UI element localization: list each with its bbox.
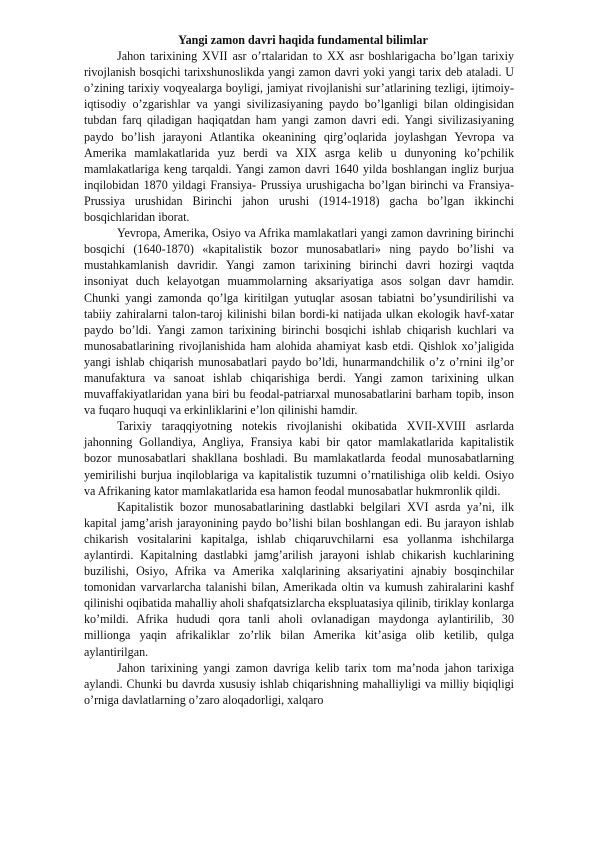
- paragraph-1: Jahon tarixining XVII asr o’rtalaridan to XX asr boshlarigacha bo’lgan tarixiy rivojlanish bosqichi tarixshunoslikda yangi zamon davri yoki yangi tarix deb ataladi. U o’zining tarixiy voqyealarga boyligi, jamiyat rivojlanishi sur’atlarining tezligi, ijtimoiy-iqtisodiy o’zgarishlar va yangi sivilizasiyaning paydo bo’lganligi bilan oldingisidan tubdan farq qiladigan haqiqatdan ham yangi zamon davri edi. Yangi sivilizasiyaning paydo bo’lish jarayoni Atlantika okeanining qirg’oqlarida joylashgan Yevropa va Amerika mamlakatlarida yuz berdi va XIX asrga kelib u dunyoning ko’pchilik mamlakatlariga keng tarqaldi. Yangi zamon davri 1640 yilda boshlangan ingliz burjua inqilobidan 1870 yildagi Fransiya- Prussiya urushigacha bo’lgan birinchi va Fransiya-Prussiya urushidan Birinchi jahon urushi (1914-1918) gacha bo’lgan ikkinchi bosqichlaridan iborat.: [84, 49, 514, 225]
- paragraph-4: Kapitalistik bozor munosabatlarining dastlabki belgilari XVI asrda ya’ni, ilk kapital jamg’arish jarayonining paydo bo’lishi bilan boshlangan edi. Bu jarayon ishlab chikarish vositalarini kapitalga, ishlab chiqaruvchilarni esa yollanma ishchilarga aylantirdi. Kapitalning dastlabki jamg’arilish jarayoni ishlab chikarish kuchlarining buzilishi, Osiyo, Afrika va Amerika xalqlarining aksariyatini ajnabiy bosqinchilar tomonidan varvarlarcha talanishi bilan, Amerikada oltin va kumush zahiralarini kashf qilinishi oqibatida mahalliy aholi shafqatsizlarcha ekspluatasiya qilinib, tiriklay konlarga ko’mildi. Afrika hududi qora tanli aholi ovlanadigan maydonga aylantirilib, 30 millionga yaqin afrikaliklar zo’rlik bilan Amerika kit’asiga olib ketilib, qulga aylantirilgan.: [84, 499, 515, 659]
- document-page: [84, 32, 514, 708]
- paragraph-5: Jahon tarixining yangi zamon davriga kelib tarix tom ma’noda jahon tarixiga aylandi. Chunki bu davrda xususiy ishlab chiqarishning mahalliyligi va milliy biqiqligi o’rniga davlatlarning o’zaro aloqadorligi, xalqaro: [84, 660, 514, 707]
- document-title: Yangi zamon davri haqida fundamental bilimlar: [178, 33, 428, 47]
- paragraph-3: Tarixiy taraqqiyotning notekis rivojlanishi okibatida XVII-XVIII asrlarda jahonning Gollandiya, Angliya, Fransiya kabi bir qator mamlakatlarida kapitalistik bozor munosabatlari shakllana boshladi. Bu mamlakatlarda feodal munosabatlarning yemirilishi burjua inqiloblariga va kapitalistik tuzumni o’rnatilishiga olib keldi. Osiyo va Afrikaning kator mamlakatlarida esa hamon feodal munosabatlar hukmronlik qildi.: [84, 419, 514, 498]
- paragraph-2: Yevropa, Amerika, Osiyo va Afrika mamlakatlari yangi zamon davrining birinchi bosqichi (1640-1870) «kapitalistik bozor munosabatlari» ning paydo bo’lishi va mustahkamlanish davridir. Yangi zamon tarixining birinchi davri hozirgi vaqtda insoniyat duch kelayotgan muammolarning aksariyatiga asos solgan davr hamdir. Chunki yangi zamonda qo’lga kiritilgan yutuqlar asosan tabiatni bo’ysundirilishi va tabiiy zahiralarni talon-taroj kilinishi bilan bordi-ki natijada ulkan ekologik havf-xatar paydo bo’ldi. Yangi zamon tarixining birinchi bosqichi ishlab chiqarish kuchlari va munosabatlarining rivojlanishida ham alohida ahamiyat kasb etdi. Qishlok xo’jaligida yangi ishlab chiqarish munosabatlari paydo bo’ldi, hunarmandchilik o’z o’rnini ilg’or manufaktura va sanoat ishlab chiqarishiga berdi. Yangi zamon tarixining ulkan muvaffakiyatlaridan yana biri bu feodal-patriarxal munosabatlarini barham topib, inson va fuqaro huquqi va erkinliklarini e’lon qilinishi hamdir.: [84, 226, 514, 418]
